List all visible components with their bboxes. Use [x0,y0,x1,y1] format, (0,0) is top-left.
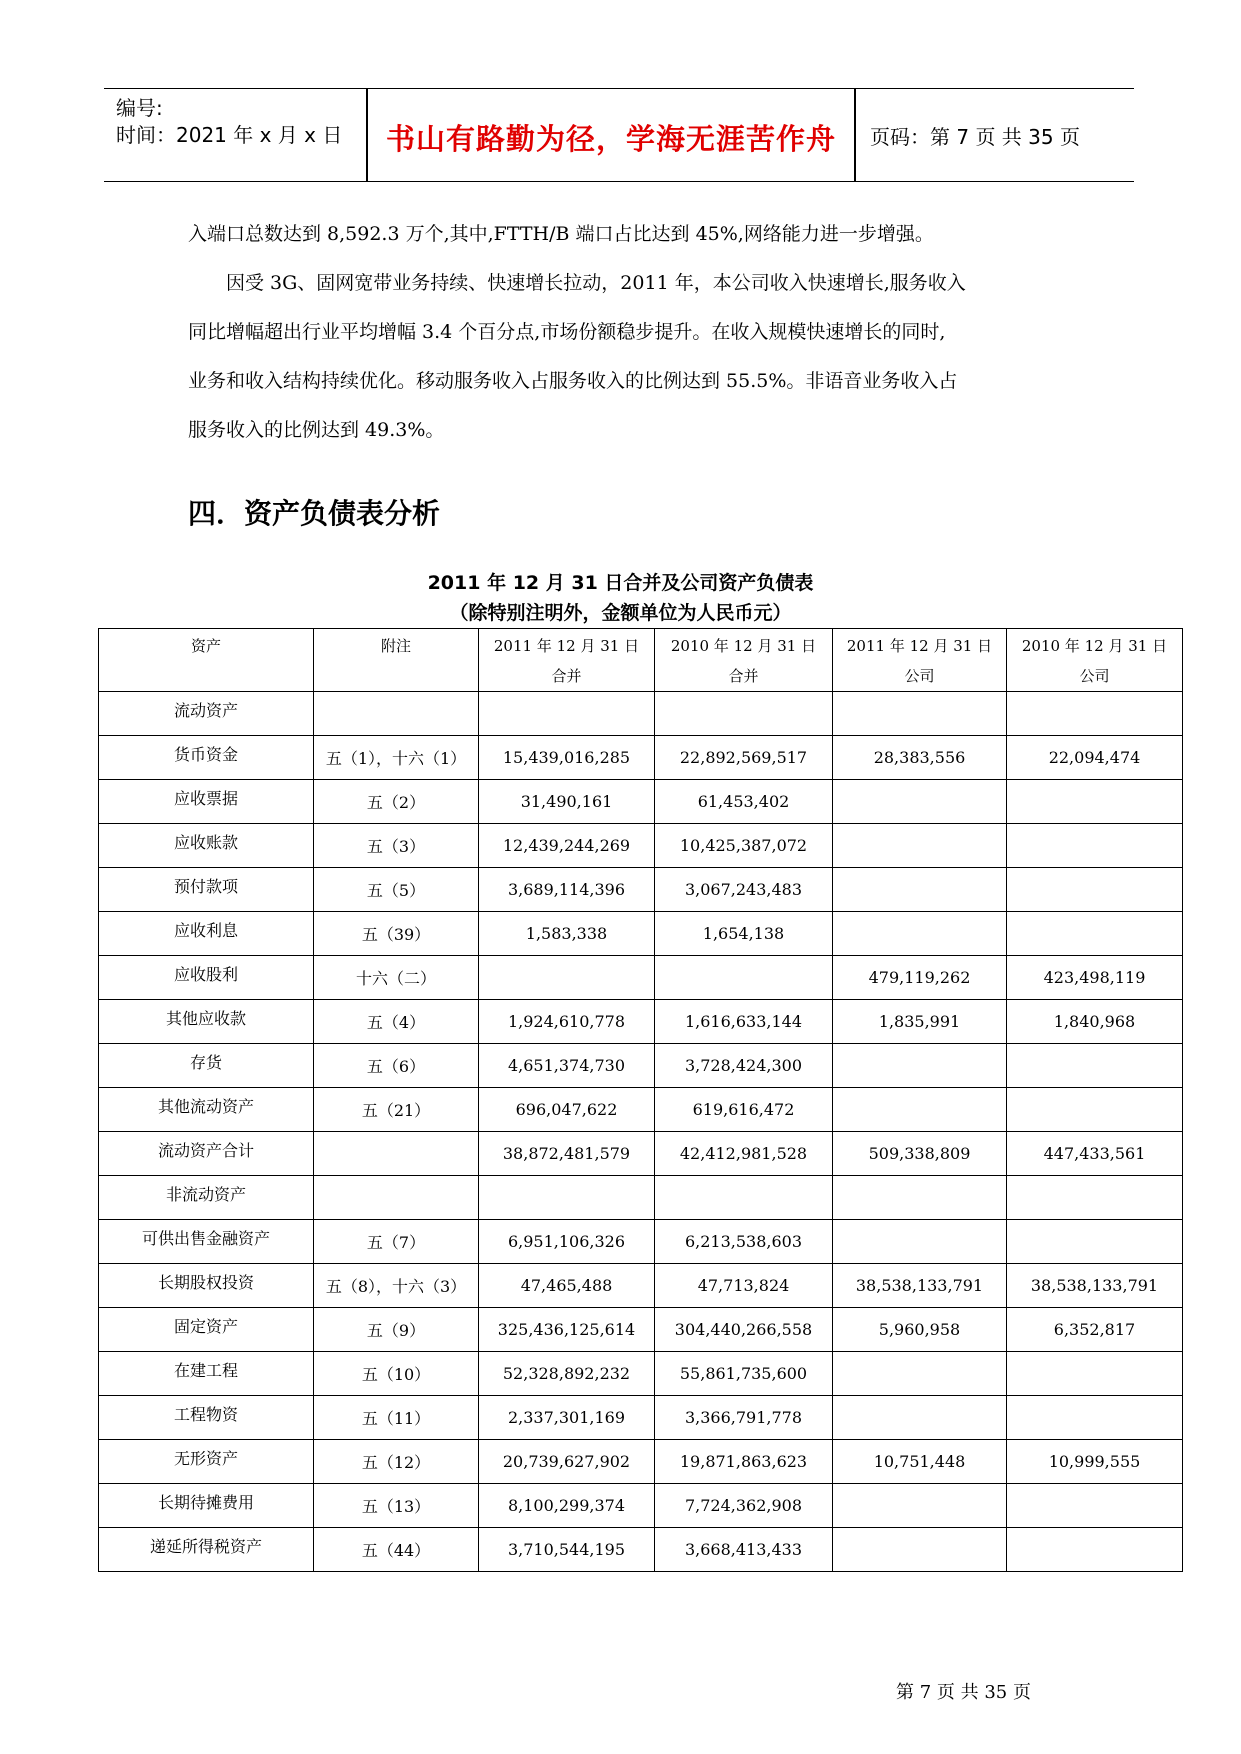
amount-cell [833,868,1007,912]
table-row [99,1308,1183,1352]
amount-cell [1007,1352,1183,1396]
amount-cell: 5,960,958 [833,1308,1007,1352]
amount-cell [479,1176,655,1220]
row-item-cell: 其他应收款 [99,1000,314,1044]
section-heading: 四．资产负债表分析 [188,497,441,530]
amount-cell [833,1528,1007,1572]
row-item-cell: 货币资金 [99,736,314,780]
table-row [99,912,1183,956]
body-paragraphs [188,210,1058,455]
column-header [99,629,314,692]
amount-cell [479,956,655,1000]
table-row [99,1220,1183,1264]
amount-cell: 3,710,544,195 [479,1528,655,1572]
table-row [99,736,1183,780]
amount-cell: 3,067,243,483 [655,868,833,912]
table-title: 2011 年 12 月 31 日合并及公司资产负债表 [427,572,814,594]
amount-cell: 55,861,735,600 [655,1352,833,1396]
amount-cell: 1,835,991 [833,1000,1007,1044]
amount-cell: 28,383,556 [833,736,1007,780]
header-page-label: 页码：第 7 页 共 35 页 [870,125,1080,149]
amount-cell [833,1396,1007,1440]
amount-cell [833,692,1007,736]
amount-cell: 447,433,561 [1007,1132,1183,1176]
note-cell [314,1176,479,1220]
amount-cell [1007,1396,1183,1440]
table-subtitle: （除特别注明外，金额单位为人民币元） [449,602,792,624]
amount-cell: 10,751,448 [833,1440,1007,1484]
table-row [99,780,1183,824]
column-header [314,629,479,692]
amount-cell: 3,668,413,433 [655,1528,833,1572]
amount-cell: 22,094,474 [1007,736,1183,780]
amount-cell [1007,692,1183,736]
column-header-line: 2010 年 12 月 31 日 [670,637,817,655]
amount-cell [1007,1176,1183,1220]
row-item-cell: 预付款项 [99,868,314,912]
note-cell: 五（10） [314,1352,479,1396]
amount-cell: 61,453,402 [655,780,833,824]
column-header-subline: 公司 [1079,667,1110,685]
amount-cell: 3,366,791,778 [655,1396,833,1440]
amount-cell [1007,868,1183,912]
row-item-cell: 应收票据 [99,780,314,824]
amount-cell: 47,713,824 [655,1264,833,1308]
table-row [99,1484,1183,1528]
amount-cell: 15,439,016,285 [479,736,655,780]
amount-cell: 38,872,481,579 [479,1132,655,1176]
amount-cell: 423,498,119 [1007,956,1183,1000]
row-item-cell: 非流动资产 [99,1176,314,1220]
column-header [833,629,1007,692]
note-cell [314,1132,479,1176]
amount-cell [1007,780,1183,824]
row-item-cell: 可供出售金融资产 [99,1220,314,1264]
column-header-line: 2011 年 12 月 31 日 [493,637,640,655]
row-item-cell: 无形资产 [99,1440,314,1484]
row-item-cell: 工程物资 [99,1396,314,1440]
amount-cell [833,1220,1007,1264]
amount-cell: 4,651,374,730 [479,1044,655,1088]
amount-cell: 12,439,244,269 [479,824,655,868]
table-row [99,692,1183,736]
row-item-cell: 流动资产合计 [99,1132,314,1176]
paragraph-line: 因受 3G、固网宽带业务持续、快速增长拉动，2011 年，本公司收入快速增长,服务收入 [188,272,966,294]
column-header-line: 2010 年 12 月 31 日 [1021,637,1168,655]
table-row [99,1176,1183,1220]
row-item-cell: 其他流动资产 [99,1088,314,1132]
column-header-line: 2011 年 12 月 31 日 [846,637,993,655]
amount-cell [1007,1528,1183,1572]
header-meta [116,95,342,149]
header-motto: 书山有路勤为径，学海无涯苦作舟 [385,122,836,156]
note-cell: 五（9） [314,1308,479,1352]
note-cell: 五（44） [314,1528,479,1572]
note-cell: 五（4） [314,1000,479,1044]
amount-cell [833,1484,1007,1528]
amount-cell: 3,728,424,300 [655,1044,833,1088]
header-divider [854,89,856,181]
amount-cell [1007,1220,1183,1264]
table-row [99,868,1183,912]
note-cell: 五（6） [314,1044,479,1088]
amount-cell [1007,824,1183,868]
column-header-line: 附注 [380,637,411,655]
note-cell: 五（12） [314,1440,479,1484]
table-row [99,1264,1183,1308]
table-row [99,1352,1183,1396]
column-header [655,629,833,692]
amount-cell [833,780,1007,824]
paragraph-line: 服务收入的比例达到 49.3%。 [188,419,445,441]
table-header-row [99,629,1183,692]
amount-cell [1007,1484,1183,1528]
table-row [99,1528,1183,1572]
table-row [99,1000,1183,1044]
note-cell: 五（1），十六（1） [314,736,479,780]
doc-number-label: 编号: [116,96,163,120]
amount-cell [833,1044,1007,1088]
column-header-line: 资产 [190,637,221,655]
column-header-subline: 合并 [728,667,759,685]
amount-cell: 1,616,633,144 [655,1000,833,1044]
note-cell: 五（13） [314,1484,479,1528]
column-header-subline: 合并 [551,667,582,685]
table-row [99,1132,1183,1176]
amount-cell [833,1088,1007,1132]
row-item-cell: 存货 [99,1044,314,1088]
row-item-cell: 在建工程 [99,1352,314,1396]
row-item-cell: 长期待摊费用 [99,1484,314,1528]
amount-cell: 696,047,622 [479,1088,655,1132]
paragraph-line: 业务和收入结构持续优化。移动服务收入占服务收入的比例达到 55.5%。非语音业务收入占 [188,370,958,392]
amount-cell: 38,538,133,791 [833,1264,1007,1308]
note-cell: 五（2） [314,780,479,824]
row-item-cell: 流动资产 [99,692,314,736]
amount-cell: 479,119,262 [833,956,1007,1000]
amount-cell: 38,538,133,791 [1007,1264,1183,1308]
column-header [479,629,655,692]
amount-cell: 22,892,569,517 [655,736,833,780]
amount-cell: 47,465,488 [479,1264,655,1308]
paragraph-line: 入端口总数达到 8,592.3 万个,其中,FTTH/B 端口占比达到 45%,网络能力进一步增强。 [188,223,934,245]
note-cell: 十六（二） [314,956,479,1000]
amount-cell: 20,739,627,902 [479,1440,655,1484]
note-cell: 五（39） [314,912,479,956]
row-item-cell: 应收股利 [99,956,314,1000]
amount-cell: 42,412,981,528 [655,1132,833,1176]
table-row [99,1396,1183,1440]
note-cell: 五（5） [314,868,479,912]
amount-cell [655,1176,833,1220]
amount-cell [833,912,1007,956]
amount-cell: 1,840,968 [1007,1000,1183,1044]
note-cell [314,692,479,736]
amount-cell: 6,213,538,603 [655,1220,833,1264]
table-row [99,1440,1183,1484]
amount-cell [655,692,833,736]
note-cell: 五（11） [314,1396,479,1440]
amount-cell: 10,425,387,072 [655,824,833,868]
table-row [99,1044,1183,1088]
amount-cell: 31,490,161 [479,780,655,824]
table-row [99,956,1183,1000]
amount-cell: 52,328,892,232 [479,1352,655,1396]
amount-cell: 7,724,362,908 [655,1484,833,1528]
column-header [1007,629,1183,692]
row-item-cell: 应收利息 [99,912,314,956]
amount-cell: 10,999,555 [1007,1440,1183,1484]
note-cell: 五（21） [314,1088,479,1132]
amount-cell: 8,100,299,374 [479,1484,655,1528]
amount-cell: 6,352,817 [1007,1308,1183,1352]
table-row [99,824,1183,868]
amount-cell: 3,689,114,396 [479,868,655,912]
amount-cell: 325,436,125,614 [479,1308,655,1352]
row-item-cell: 长期股权投资 [99,1264,314,1308]
amount-cell [833,824,1007,868]
table-row [99,1088,1183,1132]
page-footer: 第 7 页 共 35 页 [896,1682,1031,1703]
amount-cell [833,1352,1007,1396]
row-item-cell: 固定资产 [99,1308,314,1352]
note-cell: 五（7） [314,1220,479,1264]
amount-cell: 1,654,138 [655,912,833,956]
amount-cell: 1,583,338 [479,912,655,956]
note-cell: 五（8），十六（3） [314,1264,479,1308]
page-header [104,88,1134,182]
row-item-cell: 递延所得税资产 [99,1528,314,1572]
amount-cell [1007,912,1183,956]
amount-cell [479,692,655,736]
note-cell: 五（3） [314,824,479,868]
amount-cell [1007,1044,1183,1088]
amount-cell: 19,871,863,623 [655,1440,833,1484]
amount-cell [655,956,833,1000]
row-item-cell: 应收账款 [99,824,314,868]
amount-cell [833,1176,1007,1220]
column-header-subline: 公司 [904,667,935,685]
paragraph-line: 同比增幅超出行业平均增幅 3.4 个百分点,市场份额稳步提升。在收入规模快速增长的同时, [188,321,946,343]
amount-cell: 6,951,106,326 [479,1220,655,1264]
amount-cell: 2,337,301,169 [479,1396,655,1440]
amount-cell: 1,924,610,778 [479,1000,655,1044]
amount-cell [1007,1088,1183,1132]
doc-time-label: 时间：2021 年 x 月 x 日 [116,123,343,147]
amount-cell: 304,440,266,558 [655,1308,833,1352]
balance-sheet-table [98,628,1183,1572]
amount-cell: 619,616,472 [655,1088,833,1132]
amount-cell: 509,338,809 [833,1132,1007,1176]
